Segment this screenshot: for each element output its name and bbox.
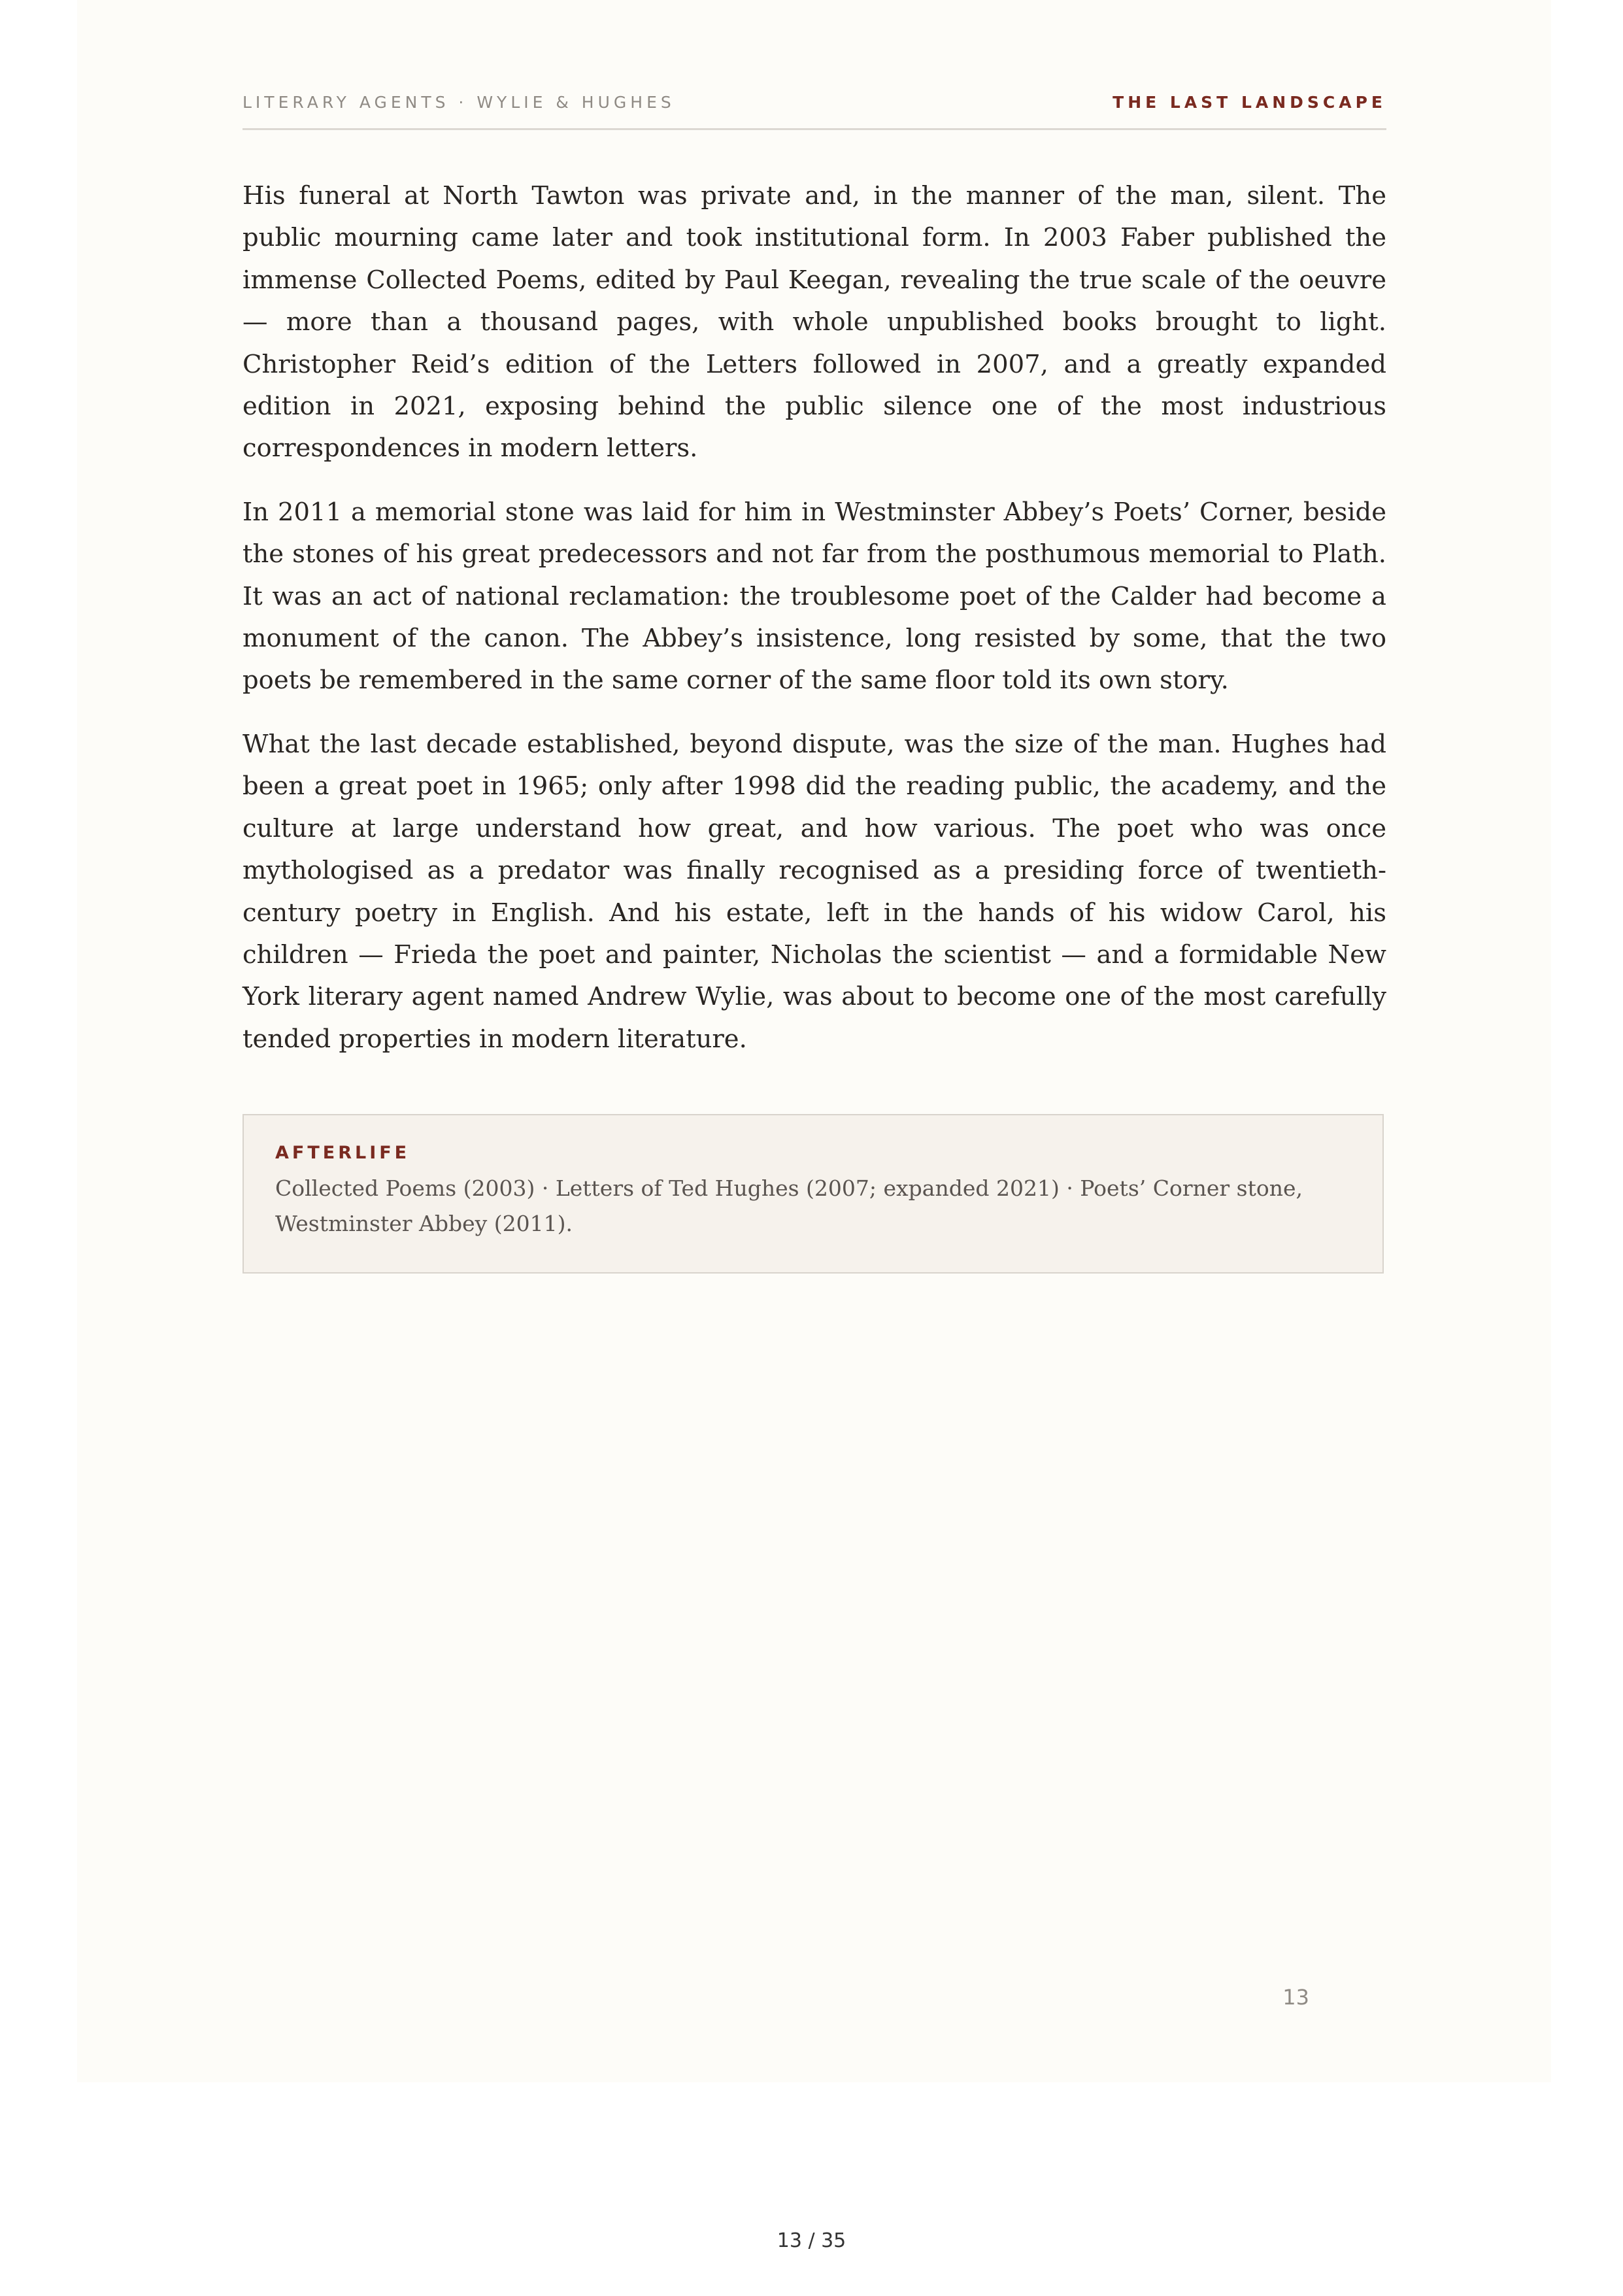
page-counter: 13 / 35 [777,2229,846,2252]
paragraph: In 2011 a memorial stone was laid for him in Westminster Abbey’s Poets’ Corner, beside the stones of his great predecessors and not far from the posthumous memorial to Plath. It was an act of national reclamation: the troublesome poet of the Calder had become a monument of the canon. The Abbey’s insistence, long resisted by some, that the two poets be remembered in the same corner of the same floor told its own story. [243,497,1386,696]
callout-label: AFTERLIFE [275,1143,410,1163]
callout-text: Collected Poems (2003) · Letters of Ted Hughes (2007; expanded 2021) · Poets’ Corner stone, Westminster Abbey (2011). [275,1175,1303,1236]
header-left: LITERARY AGENTS · WYLIE & HUGHES [243,93,675,112]
afterlife-callout [243,1114,1384,1274]
paragraph: His funeral at North Tawton was private and, in the manner of the man, silent. The public mourning came later and took institutional form. In 2003 Faber published the immense Collected Poems, edited by Paul Keegan, revealing the true scale of the oeuvre — more than a thousand pages, with whole unpublished books brought to light. Christopher Reid’s edition of the Letters followed in 2007, and a greatly expanded edition in 2021, exposing behind the public silence one of the most industrious correspondences in modern letters. [243,181,1386,464]
body-text [243,175,1386,1082]
header-right: THE LAST LANDSCAPE [1113,93,1386,112]
page-number: 13 [1282,1985,1309,2010]
document-page [77,0,1551,2082]
running-header [243,92,1386,130]
paragraph: What the last decade established, beyond dispute, was the size of the man. Hughes had been a great poet in 1965; only after 1998 did the reading public, the academy, and the culture at large understand how great, and how various. The poet who was once mythologised as a predator was finally recognised as a presiding force of twentieth-century poetry in English. And his estate, left in the hands of his widow Carol, his children — Frieda the poet and painter, Nicholas the scientist — and a formidable New York literary agent named Andrew Wylie, was about to become one of the most carefully tended properties in modern literature. [243,729,1386,1054]
